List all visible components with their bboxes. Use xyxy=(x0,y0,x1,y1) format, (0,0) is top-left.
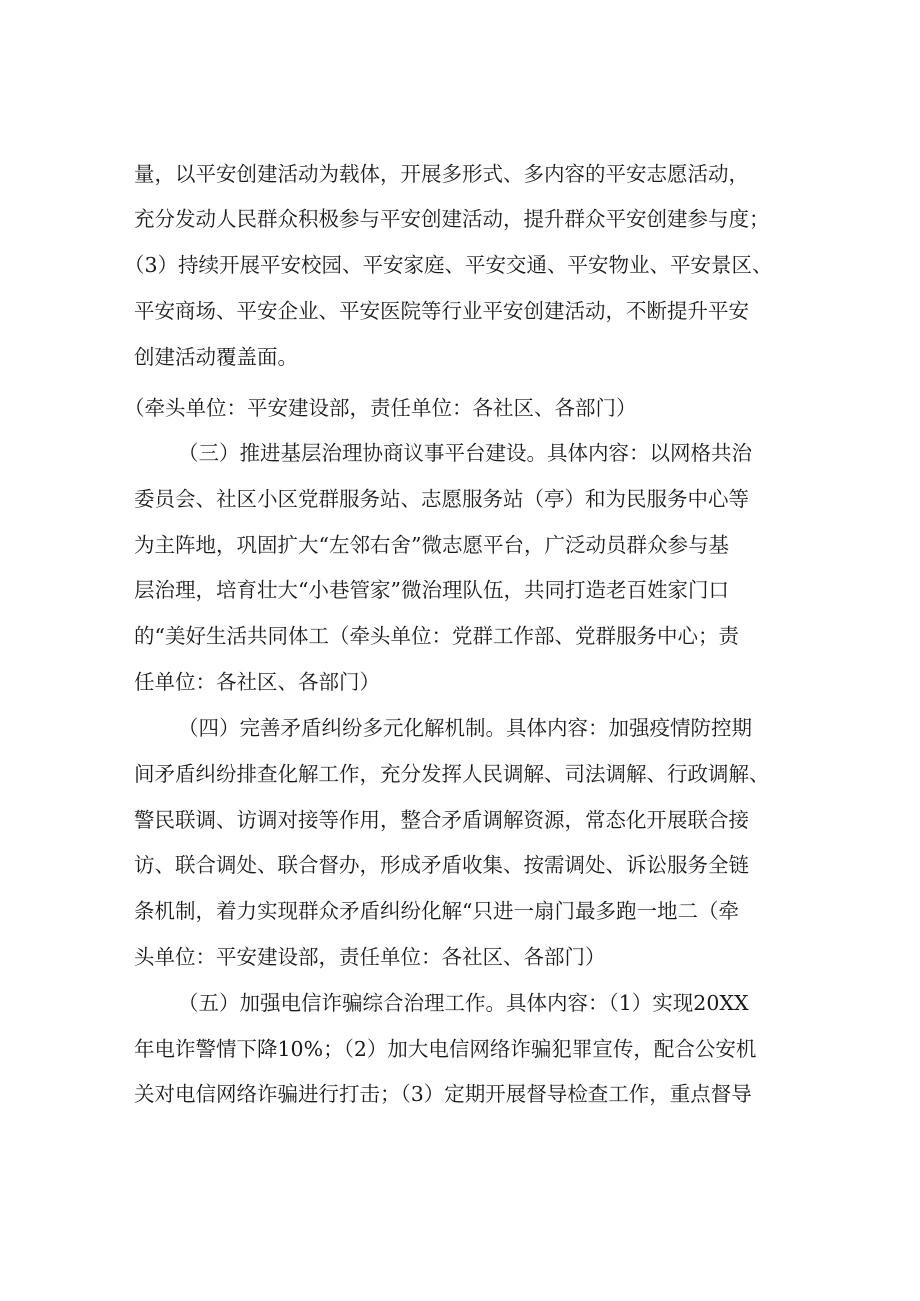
text-line: 量，以平安创建活动为载体，开展多形式、多内容的平安志愿活动， xyxy=(134,162,749,186)
text-line: （三）推进基层治理协商议事平台建设。具体内容：以网格共治 xyxy=(178,441,752,465)
text-line: 为主阵地，巩固扩大“左邻右舍”微志愿平台，广泛动员群众参与基 xyxy=(134,533,729,557)
text-line: （牵头单位：平安建设部，责任单位：各社区、各部门） xyxy=(124,396,637,420)
text-line: 层治理，培育壮大“小巷管家”微治理队伍，共同打造老百姓家门口 xyxy=(134,578,729,602)
text-line: 警民联调、访调对接等作用，整合矛盾调解资源，常态化开展联合接 xyxy=(134,808,749,832)
text-line: 访、联合调处、联合督办，形成矛盾收集、按需调处、诉讼服务全链 xyxy=(134,853,749,877)
text-line: （四）完善矛盾纠纷多元化解机制。具体内容：加强疫情防控期 xyxy=(178,716,752,740)
text-line: （五）加强电信诈骗综合治理工作。具体内容：（1）实现20XX xyxy=(178,991,749,1015)
text-line: 充分发动人民群众积极参与平安创建活动，提升群众平安创建参与度； xyxy=(134,207,770,231)
text-line: 的“美好生活共同体工（牵头单位：党群工作部、党群服务中心；责 xyxy=(134,624,739,648)
text-line: 创建活动覆盖面。 xyxy=(134,345,298,369)
text-line: 平安商场、平安企业、平安医院等行业平安创建活动，不断提升平安 xyxy=(134,299,749,323)
text-line: 头单位：平安建设部，责任单位：各社区、各部门） xyxy=(134,945,606,969)
text-line: 任单位：各社区、各部门） xyxy=(134,670,380,694)
text-line: 间矛盾纠纷排查化解工作，充分发挥人民调解、司法调解、行政调解、 xyxy=(134,762,770,786)
text-line: 条机制，着力实现群众矛盾纠纷化解“只进一扇门最多跑一地二（牵 xyxy=(134,899,739,923)
text-line: 关对电信网络诈骗进行打击；（3）定期开展督导检查工作，重点督导 xyxy=(134,1082,752,1106)
text-line: 年电诈警情下降10%；（2）加大电信网络诈骗犯罪宣传，配合公安机 xyxy=(134,1037,757,1061)
text-line: 委员会、社区小区党群服务站、志愿服务站（亭）和为民服务中心等 xyxy=(134,487,749,511)
text-line: （3）持续开展平安校园、平安家庭、平安交通、平安物业、平安景区、 xyxy=(124,253,773,277)
